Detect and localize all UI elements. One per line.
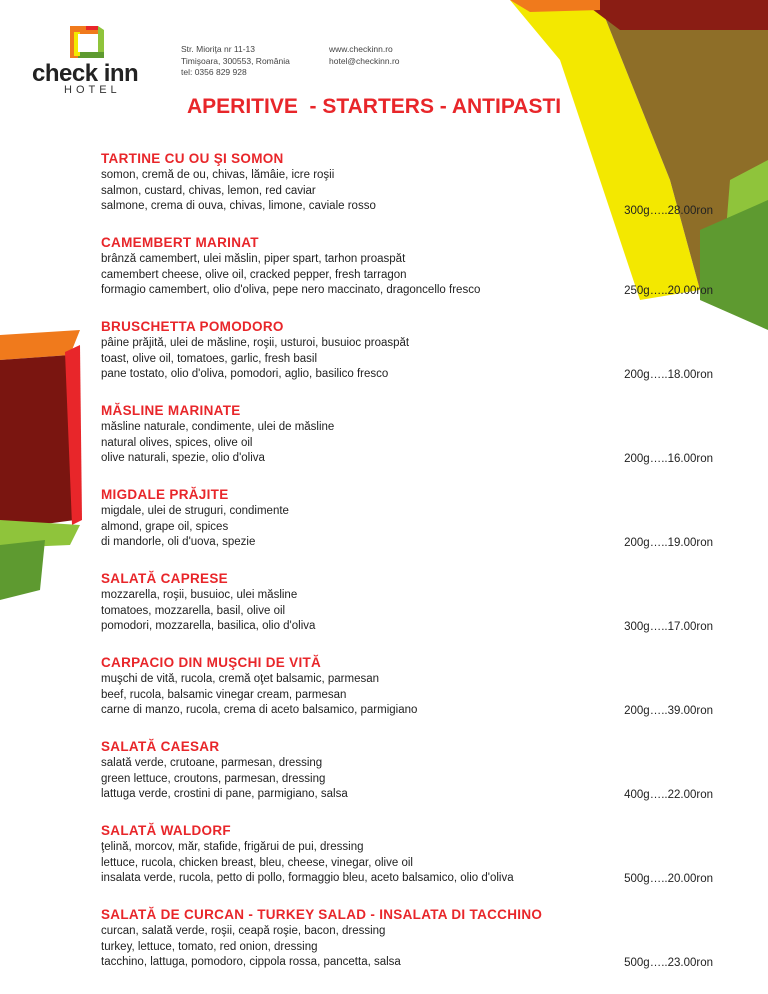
- item-name: BRUSCHETTA POMODORO: [101, 319, 284, 334]
- item-name: CARPACIO DIN MUŞCHI DE VITĂ: [101, 655, 322, 670]
- menu-list: [101, 151, 721, 991]
- item-desc-it: olive naturali, spezie, olio d'oliva: [101, 452, 265, 464]
- item-name: TARTINE CU OU ŞI SOMON: [101, 151, 284, 166]
- menu-item: [101, 319, 721, 403]
- item-name: MĂSLINE MARINATE: [101, 403, 241, 418]
- item-desc-ro: brânză camembert, ulei măslin, piper spart, tarhon proaspăt: [101, 253, 406, 265]
- item-name: SALATĂ CAESAR: [101, 739, 220, 754]
- menu-item: [101, 571, 721, 655]
- item-desc-en: almond, grape oil, spices: [101, 520, 229, 533]
- item-desc-ro: curcan, salată verde, roşii, ceapă roşie, bacon, dressing: [101, 925, 386, 937]
- item-desc-en: lettuce, rucola, chicken breast, bleu, cheese, vinegar, olive oil: [101, 856, 413, 869]
- item-desc-en: beef, rucola, balsamic vinegar cream, parmesan: [101, 688, 347, 701]
- menu-item: [101, 823, 721, 907]
- item-desc-it: carne di manzo, rucola, crema di aceto balsamico, parmigiano: [101, 704, 418, 716]
- item-price: 500g…..23.00ron: [624, 957, 713, 969]
- item-desc-it: pane tostato, olio d'oliva, pomodori, aglio, basilico fresco: [101, 368, 389, 380]
- item-desc-en: tomatoes, mozzarella, basil, olive oil: [101, 604, 286, 617]
- item-desc-ro: muşchi de vită, rucola, cremă oţet balsamic, parmesan: [101, 673, 380, 685]
- address-line: tel: 0356 829 928: [181, 67, 247, 77]
- contact-block: [329, 44, 400, 67]
- item-desc-it: tacchino, lattuga, pomodoro, cippola rossa, pancetta, salsa: [101, 956, 401, 968]
- item-price: 200g…..16.00ron: [624, 453, 713, 465]
- address-line: Timişoara, 300553, România: [181, 55, 290, 66]
- menu-item: [101, 739, 721, 823]
- item-desc-en: green lettuce, croutons, parmesan, dressing: [101, 772, 326, 785]
- item-desc-ro: măsline naturale, condimente, ulei de măsline: [101, 421, 335, 433]
- brand-sub: HOTEL: [64, 84, 121, 96]
- item-desc-en: natural olives, spices, olive oil: [101, 436, 253, 449]
- item-price: 300g…..17.00ron: [624, 621, 713, 633]
- menu-item: [101, 403, 721, 487]
- menu-item: [101, 907, 721, 991]
- item-desc-it: salmone, crema di ouva, chivas, limone, caviale rosso: [101, 200, 376, 212]
- menu-item: [101, 655, 721, 739]
- item-desc-it: pomodori, mozzarella, basilica, olio d'oliva: [101, 620, 316, 632]
- item-name: SALATĂ WALDORF: [101, 823, 231, 838]
- email-link[interactable]: hotel@checkinn.ro: [329, 55, 400, 66]
- item-price: 250g…..20.00ron: [624, 285, 713, 297]
- item-desc-it: lattuga verde, crostini di pane, parmigiano, salsa: [101, 788, 348, 800]
- item-desc-ro: ţelină, morcov, măr, stafide, frigărui de pui, dressing: [101, 841, 364, 853]
- item-price: 200g…..39.00ron: [624, 705, 713, 717]
- menu-item: [101, 151, 721, 235]
- item-desc-en: camembert cheese, olive oil, cracked pepper, fresh tarragon: [101, 268, 407, 281]
- item-price: 200g…..19.00ron: [624, 537, 713, 549]
- item-desc-ro: somon, cremă de ou, chivas, lămâie, icre roşii: [101, 169, 335, 181]
- item-desc-it: formagio camembert, olio d'oliva, pepe nero maccinato, dragoncello fresco: [101, 284, 481, 296]
- item-name: MIGDALE PRĂJITE: [101, 487, 229, 502]
- item-desc-en: salmon, custard, chivas, lemon, red caviar: [101, 184, 316, 197]
- menu-item: [101, 235, 721, 319]
- item-price: 500g…..20.00ron: [624, 873, 713, 885]
- page-title: APERITIVE - STARTERS - ANTIPASTI: [187, 95, 562, 118]
- item-name: SALATĂ CAPRESE: [101, 571, 228, 586]
- item-desc-ro: pâine prăjită, ulei de măsline, roşii, usturoi, busuioc proaspăt: [101, 337, 410, 349]
- address-line: Str. Mioriţa nr 11-13: [181, 44, 256, 54]
- item-price: 200g…..18.00ron: [624, 369, 713, 381]
- item-desc-ro: mozzarella, roşii, busuioc, ulei măsline: [101, 589, 298, 601]
- menu-item: [101, 487, 721, 571]
- item-price: 300g…..28.00ron: [624, 205, 713, 217]
- brand-name: check inn: [32, 60, 139, 87]
- item-name: SALATĂ DE CURCAN - TURKEY SALAD - INSALATA DI TACCHINO: [101, 907, 543, 922]
- item-desc-en: toast, olive oil, tomatoes, garlic, fresh basil: [101, 352, 318, 365]
- item-desc-en: turkey, lettuce, tomato, red onion, dressing: [101, 940, 318, 953]
- item-desc-ro: salată verde, crutoane, parmesan, dressing: [101, 757, 323, 769]
- item-price: 400g…..22.00ron: [624, 789, 713, 801]
- item-name: CAMEMBERT MARINAT: [101, 235, 259, 250]
- website-link[interactable]: www.checkinn.ro: [329, 44, 393, 54]
- item-desc-it: di mandorle, oli d'uova, spezie: [101, 536, 256, 548]
- item-desc-ro: migdale, ulei de struguri, condimente: [101, 505, 289, 517]
- address-block: [181, 44, 290, 79]
- item-desc-it: insalata verde, rucola, petto di pollo, formaggio bleu, aceto balsamico, olio d'oliva: [101, 872, 514, 884]
